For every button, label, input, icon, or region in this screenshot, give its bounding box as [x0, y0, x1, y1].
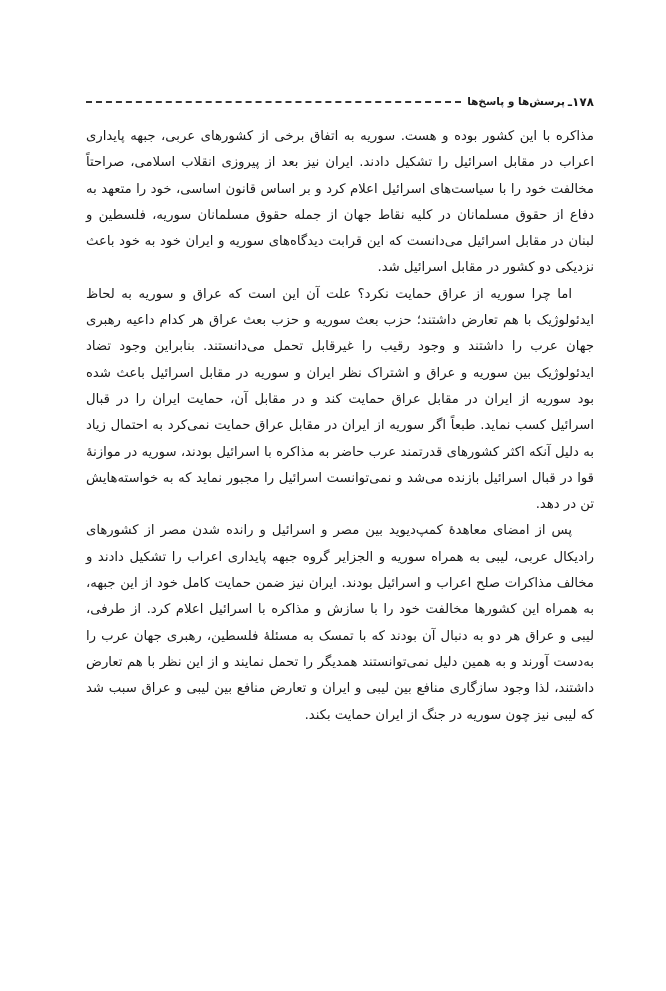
running-header	[86, 92, 594, 112]
running-header-title: پرسش‌ها و پاسخ‌ها	[467, 96, 565, 108]
header-separator-dash: ـ	[567, 95, 573, 109]
paragraph-3: پس از امضای معاهدهٔ کمپ‌دیوید بین مصر و اسرائیل و رانده شدن مصر از کشورهای رادیکال عربی، لیبی به همراه سوریه و الجزایر گروه جبهه پایداری اعراب را تشکیل دادند و مخالف مذاکرات صلح اعراب و اسرائیل بودند. ایران نیز ضمن حمایت کامل خود از این جبهه، به همراه این کشورها مخالفت خود را با سازش و مذاکره با اسرائیل اعلام کرد. از طرفی، لیبی و عراق هر دو به دنبال آن بودند که با تمسک به مسئلهٔ فلسطین، رهبری جهان عرب را به‌دست آورند و به همین دلیل نمی‌توانستند همدیگر را تحمل نمایند و از این نظر با هم تعارض داشتند، لذا وجود سازگاری منافع بین لیبی و ایران و تعارض منافع بین لیبی و عراق سبب شد که لیبی نیز چون سوریه در جنگ از ایران حمایت بکند.	[86, 523, 594, 723]
paragraph-2: اما چرا سوریه از عراق حمایت نکرد؟ علت آن این است که عراق و سوریه به لحاظ ایدئولوژیک با هم تعارض داشتند؛ حزب بعث سوریه و حزب بعث عراق هر کدام داعیه رهبری جهان عرب را داشتند و وجود رقیب را غیرقابل تحمل می‌دانستند. بنابراین وجود تضاد ایدئولوژیک بین سوریه و عراق و اشتراک نظر ایران و سوریه در مقابل اسرائیل باعث شده بود سوریه از ایران در مقابل عراق حمایت کند و در مقابل آن، حمایت ایران را در قبال اسرائیل کسب نماید. طبعاً اگر سوریه از ایران در مقابل عراق حمایت نمی‌کرد به احتمال زیاد به دلیل آنکه اکثر کشورهای قدرتمند عرب حاضر به مذاکره با اسرائیل بودند، سوریه در موازنهٔ قوا در قبال اسرائیل بازنده می‌شد و نمی‌توانست اسرائیل را مجبور نماید که به خواسته‌هایش تن در دهد.	[86, 286, 594, 513]
page-number: ۱۷۸	[572, 95, 594, 109]
header-dashed-rule	[86, 101, 461, 103]
body-text	[86, 124, 594, 729]
paragraph-1: مذاکره با این کشور بوده و هست. سوریه به اتفاق برخی از کشورهای عربی، جبهه پایداری اعراب در مقابل اسرائیل را تشکیل دادند. ایران نیز بعد از پیروزی انقلاب اسلامی، صراحتاً مخالفت خود را با سیاست‌های اسرائیل اعلام کرد و بر اساس قانون اساسی، خود را متعهد به دفاع از حقوق مسلمانان در کلیه نقاط جهان از جمله حقوق مسلمانان سوریه، فلسطین و لبنان در مقابل اسرائیل می‌دانست که این قرابت دیدگاه‌های سوریه و ایران خود به خود باعث نزدیکی دو کشور در مقابل اسرائیل شد.	[86, 129, 594, 276]
